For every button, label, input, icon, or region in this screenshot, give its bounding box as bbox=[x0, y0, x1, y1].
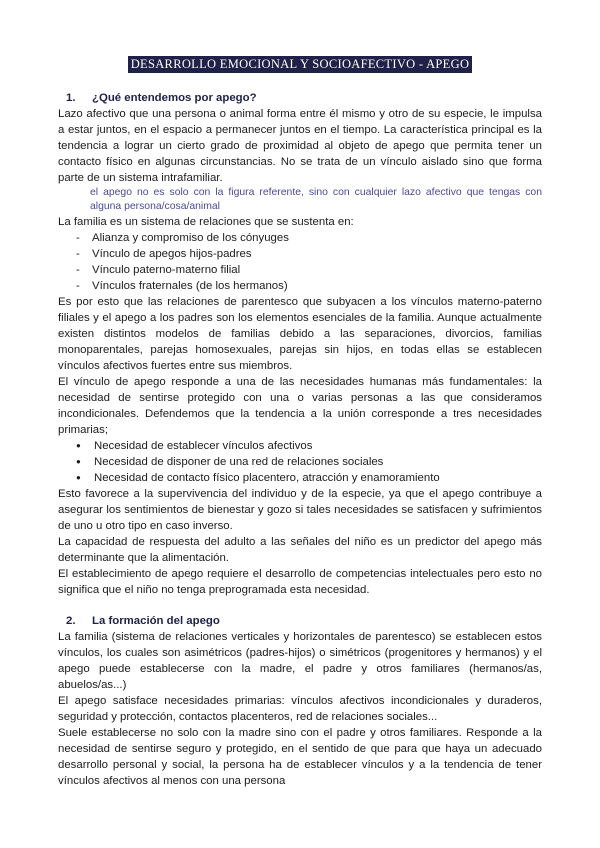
section-1-heading bbox=[58, 90, 542, 106]
title-wrap bbox=[0, 56, 600, 73]
list-item: ● Necesidad de establecer vínculos afectivos bbox=[58, 438, 542, 454]
section-2-number: 2. bbox=[66, 615, 76, 627]
section-1-note: el apego no es solo con la figura referente, sino con cualquier lazo afectivo que tengas con alguna persona/cosa/animal bbox=[90, 187, 542, 212]
section-1-title: ¿Qué entendemos por apego? bbox=[92, 92, 257, 104]
section-2-heading bbox=[58, 613, 542, 629]
section-1-paragraph-7: El establecimiento de apego requiere el desarrollo de competencias intelectuales pero esto no significa que el niño no tenga preprogramada esta necesidad. bbox=[58, 568, 542, 596]
list-item: ● Necesidad de contacto físico placentero, atracción y enamoramiento bbox=[58, 470, 542, 486]
section-1-paragraph-2: La familia es un sistema de relaciones que se sustenta en: bbox=[58, 216, 354, 228]
primary-needs-list bbox=[58, 438, 542, 486]
section-2-paragraph-3: Suele establecerse no solo con la madre sino con el padre y otros familiares. Responde a la necesidad de sentirse seguro y protegido, en el sentido de que para que haya un adecuado desarrollo personal y social, la persona ha de establecer vínculos y a la tendencia de tener vínculos afectivos al menos con una persona bbox=[58, 727, 542, 787]
list-item: ● Necesidad de disponer de una red de relaciones sociales bbox=[58, 454, 542, 470]
section-1-number: 1. bbox=[66, 92, 76, 104]
list-item: - Alianza y compromiso de los cónyuges bbox=[58, 230, 542, 246]
section-1-paragraph-4: El vínculo de apego responde a una de las necesidades humanas más fundamentales: la necesidad de sentirse protegido con una o varias personas a las que consideramos incondicionales. Defendemos que la tendencia a la unión corresponde a tres necesidades primarias; bbox=[58, 376, 542, 436]
list-item: - Vínculos fraternales (de los hermanos) bbox=[58, 278, 542, 294]
section-1-paragraph-5: Esto favorece a la supervivencia del individuo y de la especie, ya que el apego contribuye a asegurar los sentimientos de bienestar y gozo si tales necesidades se satisfacen y sufrimientos de uno u otro tipo en caso inverso. bbox=[58, 488, 542, 532]
document-body bbox=[58, 90, 542, 789]
list-item: - Vínculo de apegos hijos-padres bbox=[58, 246, 542, 262]
section-spacer bbox=[58, 598, 542, 613]
section-1-paragraph-1: Lazo afectivo que una persona o animal forma entre él mismo y otro de su especie, le impulsa a estar juntos, en el espacio a permanecer juntos en el tiempo. La característica principal es la tendencia a lograr un cierto grado de proximidad al objeto de apego que permita tener un contacto físico en algunas circunstancias. No se trata de un vínculo aislado sino que forma parte de un sistema intrafamiliar. bbox=[58, 108, 542, 184]
section-1-paragraph-6: La capacidad de respuesta del adulto a las señales del niño es un predictor del apego más determinante que la alimentación. bbox=[58, 536, 542, 564]
section-2-paragraph-1: La familia (sistema de relaciones verticales y horizontales de parentesco) se establecen estos vínculos, los cuales son asimétricos (padres-hijos) o simétricos (progenitores y hermanos) y el apego puede establecerse con la madre, el padre y otros familiares (hermanos/as, abuelos/as...) bbox=[58, 631, 542, 691]
section-2-paragraph-2: El apego satisface necesidades primarias: vínculos afectivos incondicionales y duraderos, seguridad y protección, contactos placenteros, red de relaciones sociales... bbox=[58, 695, 542, 723]
list-item: - Vínculo paterno-materno filial bbox=[58, 262, 542, 278]
document-title: DESARROLLO EMOCIONAL Y SOCIOAFECTIVO - APEGO bbox=[128, 56, 473, 73]
family-relations-list bbox=[58, 230, 542, 294]
section-2-title: La formación del apego bbox=[92, 615, 220, 627]
section-1-paragraph-3: Es por esto que las relaciones de parentesco que subyacen a los vínculos materno-paterno filiales y el apego a los padres son los elementos esenciales de la familia. Aunque actualmente existen distintos modelos de familias debido a las separaciones, divorcios, familias monoparentales, parejas homosexuales, parejas sin hijos, en todas ellas se establecen vínculos afectivos fuertes entre sus miembros. bbox=[58, 296, 542, 372]
